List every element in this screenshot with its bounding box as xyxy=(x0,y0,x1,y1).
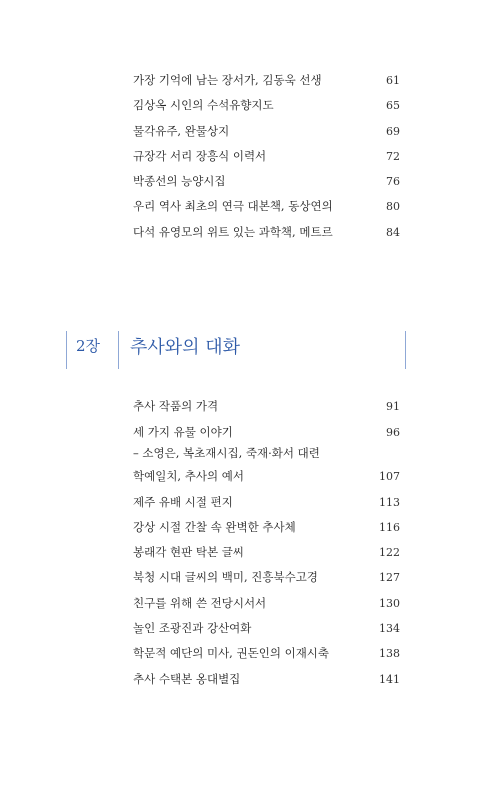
toc-entry-page: 113 xyxy=(379,495,400,509)
toc-entry[interactable] xyxy=(133,616,400,641)
toc-entry-title-group xyxy=(133,422,320,464)
toc-entry-page: 116 xyxy=(379,520,400,534)
toc-entry-page: 61 xyxy=(386,74,400,87)
toc-entry-page: 96 xyxy=(386,426,400,440)
toc-entry-page: 65 xyxy=(386,99,400,113)
chapter-divider-left xyxy=(66,331,67,369)
chapter-number: 2장 xyxy=(76,337,101,355)
toc-entry[interactable] xyxy=(133,220,400,245)
toc-entry-title: 우리 역사 최초의 연극 대본책, 동상연의 xyxy=(133,199,333,214)
chapter-header xyxy=(66,325,406,369)
toc-entry-page: 69 xyxy=(386,124,400,138)
toc-entry-title: 김상옥 시인의 수석유향지도 xyxy=(133,98,274,113)
toc-entry-page: 138 xyxy=(379,647,400,661)
toc-entry[interactable] xyxy=(133,565,400,590)
toc-entry-page: 122 xyxy=(379,546,400,560)
toc-entry[interactable] xyxy=(133,419,400,464)
toc-entry-title: 놀인 조광진과 강산여화 xyxy=(133,621,252,636)
toc-entry-page: 130 xyxy=(379,596,400,610)
toc-entry-page: 84 xyxy=(386,225,400,239)
toc-entry-subtitle: – 소영은, 복초재시집, 죽재·화서 대련 xyxy=(133,446,320,461)
toc-entry-title: 세 가지 유물 이야기 xyxy=(133,425,233,440)
chapter-divider-right xyxy=(405,331,406,369)
toc-entry[interactable] xyxy=(133,394,400,419)
toc-entry-page: 127 xyxy=(379,571,400,585)
toc-entry-title: 봉래각 현판 탁본 글씨 xyxy=(133,545,244,560)
toc-entry[interactable] xyxy=(133,144,400,169)
toc-entry-title: 물각유주, 완물상지 xyxy=(133,123,230,138)
toc-list-section-1 xyxy=(133,68,400,245)
toc-list-section-2 xyxy=(133,394,400,692)
toc-entry-title: 학예일치, 추사의 예서 xyxy=(133,469,244,484)
toc-entry[interactable] xyxy=(133,194,400,219)
chapter-title: 추사와의 대화 xyxy=(130,337,241,358)
toc-entry-title: 학문적 예단의 미사, 권돈인의 이재시축 xyxy=(133,646,330,661)
toc-entry[interactable] xyxy=(133,540,400,565)
toc-entry-title: 규장각 서리 장흥식 이력서 xyxy=(133,148,267,163)
toc-entry[interactable] xyxy=(133,93,400,118)
toc-entry-page: 134 xyxy=(379,622,400,636)
toc-entry[interactable] xyxy=(133,515,400,540)
toc-entry-page: 76 xyxy=(386,175,400,189)
toc-entry-title: 다석 유영모의 위트 있는 과학책, 메트르 xyxy=(133,224,333,239)
toc-entry-title: 북청 시대 글씨의 백미, 진흥북수고경 xyxy=(133,570,318,585)
toc-entry-title: 가장 기억에 남는 장서가, 김동욱 선생 xyxy=(133,73,322,87)
toc-entry[interactable] xyxy=(133,641,400,666)
toc-entry[interactable] xyxy=(133,464,400,489)
toc-entry[interactable] xyxy=(133,68,400,93)
toc-entry[interactable] xyxy=(133,667,400,692)
toc-entry[interactable] xyxy=(133,119,400,144)
toc-entry-title: 박종선의 능양시집 xyxy=(133,174,226,189)
toc-entry-title: 친구를 위해 쓴 전당시서서 xyxy=(133,595,267,610)
toc-entry[interactable] xyxy=(133,591,400,616)
toc-entry[interactable] xyxy=(133,169,400,194)
chapter-divider-middle xyxy=(118,331,119,369)
toc-entry-page: 91 xyxy=(386,400,400,413)
toc-entry-title: 강상 시절 간찰 속 완벽한 추사체 xyxy=(133,519,296,534)
toc-entry-title: 추사 수택본 옹대별집 xyxy=(133,671,241,686)
toc-entry-page: 80 xyxy=(386,200,400,214)
toc-entry[interactable] xyxy=(133,490,400,515)
toc-entry-title: 추사 작품의 가격 xyxy=(133,399,219,413)
toc-entry-title: 제주 유배 시절 편지 xyxy=(133,494,233,509)
toc-entry-page: 72 xyxy=(386,149,400,163)
toc-entry-page: 141 xyxy=(379,672,400,686)
toc-entry-page: 107 xyxy=(379,470,400,484)
